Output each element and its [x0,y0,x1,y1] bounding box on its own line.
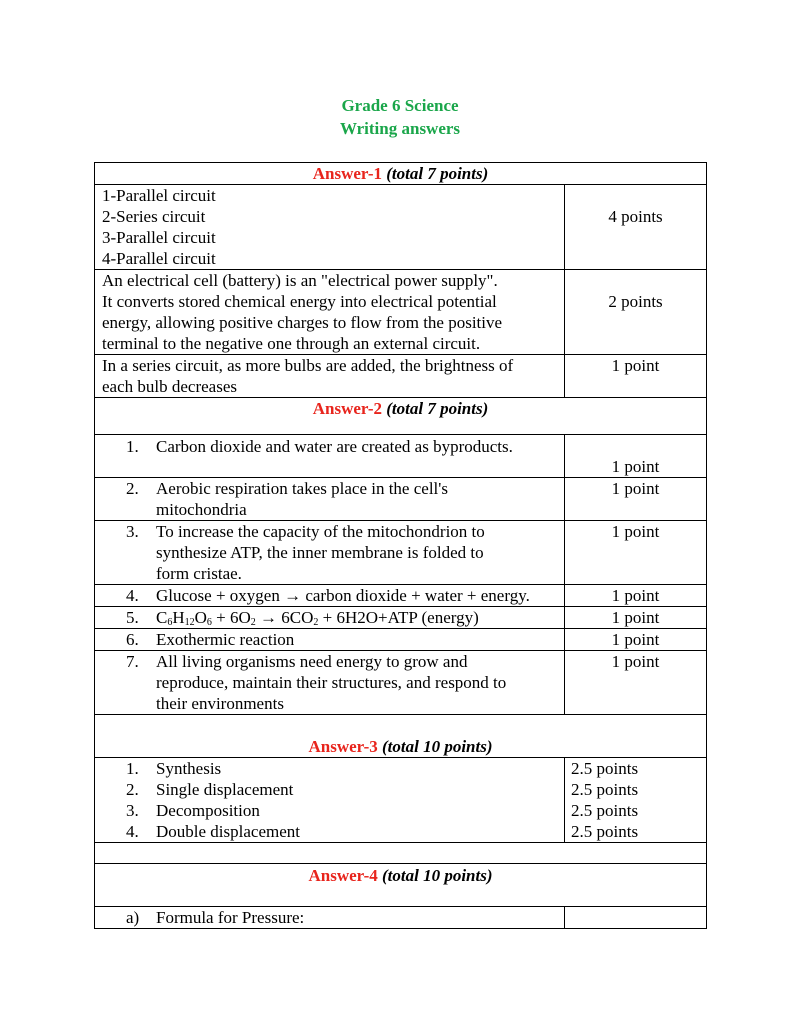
table-row [95,521,707,585]
table-row [95,355,707,398]
answer-line: each bulb decreases [102,377,237,396]
answer-line: 4-Parallel circuit [102,249,216,268]
answer-4-label: Answer-4 [308,866,378,885]
item-number: 3. [126,801,139,820]
list-item [102,800,557,821]
table-row [95,478,707,521]
item-number: 3. [126,522,139,541]
points-cell: 1 point [565,521,707,585]
answer-line: 1-Parallel circuit [102,186,216,205]
item-number: 2. [126,479,139,498]
item-number: a) [126,908,140,927]
answer-line: Synthesis [156,759,222,778]
points-cell: 1 point [565,607,707,629]
item-number: 7. [126,652,139,671]
list-item [102,629,557,650]
points-cell: 1 point [565,585,707,607]
item-number: 4. [126,822,139,841]
answer-text-cell [95,355,565,398]
table-row [95,270,707,355]
points-cell [565,907,707,929]
answer-line: synthesize ATP, the inner membrane is folded to [156,543,484,562]
answer-line: their environments [156,694,284,713]
table-row [95,607,707,629]
answer-line: energy, allowing positive charges to flow from the positive [102,313,503,332]
points-cell: 1 point [565,355,707,398]
item-number: 4. [126,586,139,605]
answer-line: Exothermic reaction [156,630,295,649]
item-number: 6. [126,630,139,649]
list-item [102,521,557,584]
chemical-equation: $C_6H_{12}O_6 + 6O_2 \to 6CO_2 + 6H2O+ATP$ (energy) [156,608,479,628]
list-item [102,779,557,800]
answer-2-header-row [95,398,707,435]
table-row [95,629,707,651]
spacer-row [95,843,707,864]
answer-line: reproduce, maintain their structures, and respond to [156,673,507,692]
answer-3-total: (total 10 points) [382,737,493,756]
answer-line: form cristae. [156,564,242,583]
points-value: 2.5 points [571,822,639,841]
answer-2-total: (total 7 points) [386,399,489,418]
table-row [95,185,707,270]
answer-line: An electrical cell (battery) is an "electrical power supply". [102,271,498,290]
answer-line: 2-Series circuit [102,207,206,226]
points-value: 2.5 points [571,759,639,778]
table-row [95,651,707,715]
points-value: 2.5 points [571,780,639,799]
points-cell: 1 point [565,435,707,478]
list-item [102,436,557,457]
points-cell: 4 points [565,185,707,270]
points-cell: 1 point [565,651,707,715]
answer-text-cell [95,185,565,270]
points-cell: 1 point [565,478,707,521]
list-item [102,651,557,714]
answer-line: To increase the capacity of the mitochondrion to [156,522,485,541]
table-row [95,907,707,929]
item-number: 5. [126,608,139,627]
item-number: 1. [126,437,139,456]
table-row [95,585,707,607]
answer-line: Aerobic respiration takes place in the cell's [156,479,448,498]
answer-2-label: Answer-2 [312,399,382,418]
answer-line: terminal to the negative one through an external circuit. [102,334,481,353]
answer-line: Carbon dioxide and water are created as byproducts. [156,437,513,456]
page-title: Grade 6 Science [341,96,459,115]
answer-3-header-row [95,715,707,758]
page-subtitle: Writing answers [339,119,461,138]
answer-line: It converts stored chemical energy into electrical potential [102,292,497,311]
points-cell [565,758,707,843]
answer-3-label: Answer-3 [308,737,378,756]
answer-line: All living organisms need energy to grow and [156,652,468,671]
answer-line: Single displacement [156,780,294,799]
table-row [95,758,707,843]
answer-1-header-row [95,163,707,185]
item-number: 1. [126,759,139,778]
list-item [102,585,557,606]
points-cell: 2 points [565,270,707,355]
answer-4-header-row [95,864,707,907]
answer-line: mitochondria [156,500,247,519]
list-item [102,907,557,928]
answer-1-label: Answer-1 [312,164,382,183]
item-number: 2. [126,780,139,799]
points-value: 2.5 points [571,801,639,820]
answer-line: Formula for Pressure: [156,908,305,927]
answer-line: Glucose + oxygen → carbon dioxide + water + energy. [156,586,530,605]
list-item [102,607,557,628]
answer-4-total: (total 10 points) [382,866,493,885]
answer-line: In a series circuit, as more bulbs are added, the brightness of [102,356,514,375]
table-row [95,435,707,478]
list-item [102,478,557,520]
answer-line: Double displacement [156,822,300,841]
list-item [102,821,557,842]
points-cell: 1 point [565,629,707,651]
answers-table [94,162,707,929]
answer-line: 3-Parallel circuit [102,228,216,247]
answer-line: Decomposition [156,801,260,820]
list-item [102,758,557,779]
answer-text-cell [95,270,565,355]
answer-1-total: (total 7 points) [386,164,489,183]
